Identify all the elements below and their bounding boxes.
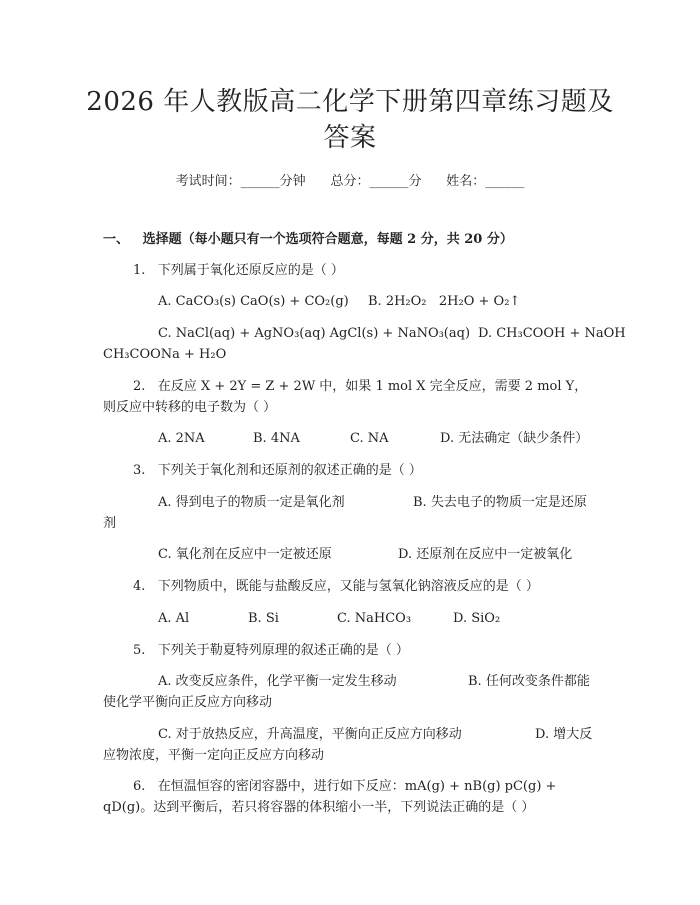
question-3-stem: 3. 下列关于氧化剂和还原剂的叙述正确的是（ ） xyxy=(133,463,422,478)
question-2-stem: 2. 在反应 X + 2Y = Z + 2W 中，如果 1 mol X 完全反应，需要 2 mol Y， xyxy=(133,379,588,394)
question-2-option-b: B. 4NA xyxy=(253,431,300,446)
question-5-option-d: D. 增大反 xyxy=(535,727,593,742)
question-5-stem: 5. 下列关于勒夏特列原理的叙述正确的是（ ） xyxy=(133,643,409,658)
total-score-label: 总分：______分 xyxy=(330,174,422,189)
question-5-option-b-continued: 使化学平衡向正反应方向移动 xyxy=(103,695,273,710)
question-1-option-d: D. CH₃COOH + NaOH xyxy=(478,326,626,341)
question-3-option-c: C. 氧化剂在反应中一定被还原 xyxy=(158,547,332,562)
question-2-option-a: A. 2NA xyxy=(158,431,205,446)
exam-time-label: 考试时间：______分钟 xyxy=(175,174,306,189)
question-3-option-a: A. 得到电子的物质一定是氧化剂 xyxy=(158,495,345,510)
question-4-option-d: D. SiO₂ xyxy=(453,611,501,626)
question-3-option-b: B. 失去电子的物质一定是还原 xyxy=(413,495,587,510)
question-1-option-c: C. NaCl(aq) + AgNO₃(aq) AgCl(s) + NaNO₃(aq) xyxy=(158,326,471,341)
question-6-stem-continued: qD(g)。达到平衡后，若只将容器的体积缩小一半，下列说法正确的是（ ） xyxy=(103,800,535,815)
question-3-option-d: D. 还原剂在反应中一定被氧化 xyxy=(398,547,573,562)
question-5-option-d-continued: 应物浓度，平衡一定向正反应方向移动 xyxy=(103,748,325,763)
question-4-stem: 4. 下列物质中，既能与盐酸反应，又能与氢氧化钠溶液反应的是（ ） xyxy=(133,579,539,594)
question-1-stem: 1. 下列属于氧化还原反应的是（ ） xyxy=(133,263,344,278)
document-title-line2: 答案 xyxy=(323,123,377,153)
question-2-stem-continued: 则反应中转移的电子数为（ ） xyxy=(103,400,277,415)
question-1-option-b: B. 2H₂O₂ 2H₂O + O₂↑ xyxy=(368,294,521,309)
question-4-option-c: C. NaHCO₃ xyxy=(337,611,412,626)
student-name-label: 姓名：______ xyxy=(446,174,525,189)
document-title-line1: 2026 年人教版高二化学下册第四章练习题及 xyxy=(86,87,614,117)
question-1-option-a: A. CaCO₃(s) CaO(s) + CO₂(g) xyxy=(158,294,349,309)
question-5-option-a: A. 改变反应条件，化学平衡一定发生移动 xyxy=(158,674,397,689)
question-5-option-b: B. 任何改变条件都能 xyxy=(468,674,590,689)
question-4-option-a: A. Al xyxy=(158,611,190,626)
section-number: 一、 xyxy=(103,232,130,247)
question-6-stem: 6. 在恒温恒容的密闭容器中，进行如下反应：mA(g) + nB(g) pC(g) + xyxy=(133,779,557,794)
question-5-option-c: C. 对于放热反应，升高温度，平衡向正反应方向移动 xyxy=(158,727,462,742)
section-heading xyxy=(103,231,513,249)
question-2-option-c: C. NA xyxy=(350,431,389,446)
exam-info xyxy=(0,170,700,189)
question-4-option-b: B. Si xyxy=(248,611,279,626)
question-3-option-b-continued: 剂 xyxy=(103,516,117,531)
question-1-option-d-continued: CH₃COONa + H₂O xyxy=(103,347,227,362)
section-title: 选择题（每小题只有一个选项符合题意，每题 2 分，共 20 分） xyxy=(142,232,513,247)
question-2-option-d: D. 无法确定（缺少条件） xyxy=(440,431,589,446)
